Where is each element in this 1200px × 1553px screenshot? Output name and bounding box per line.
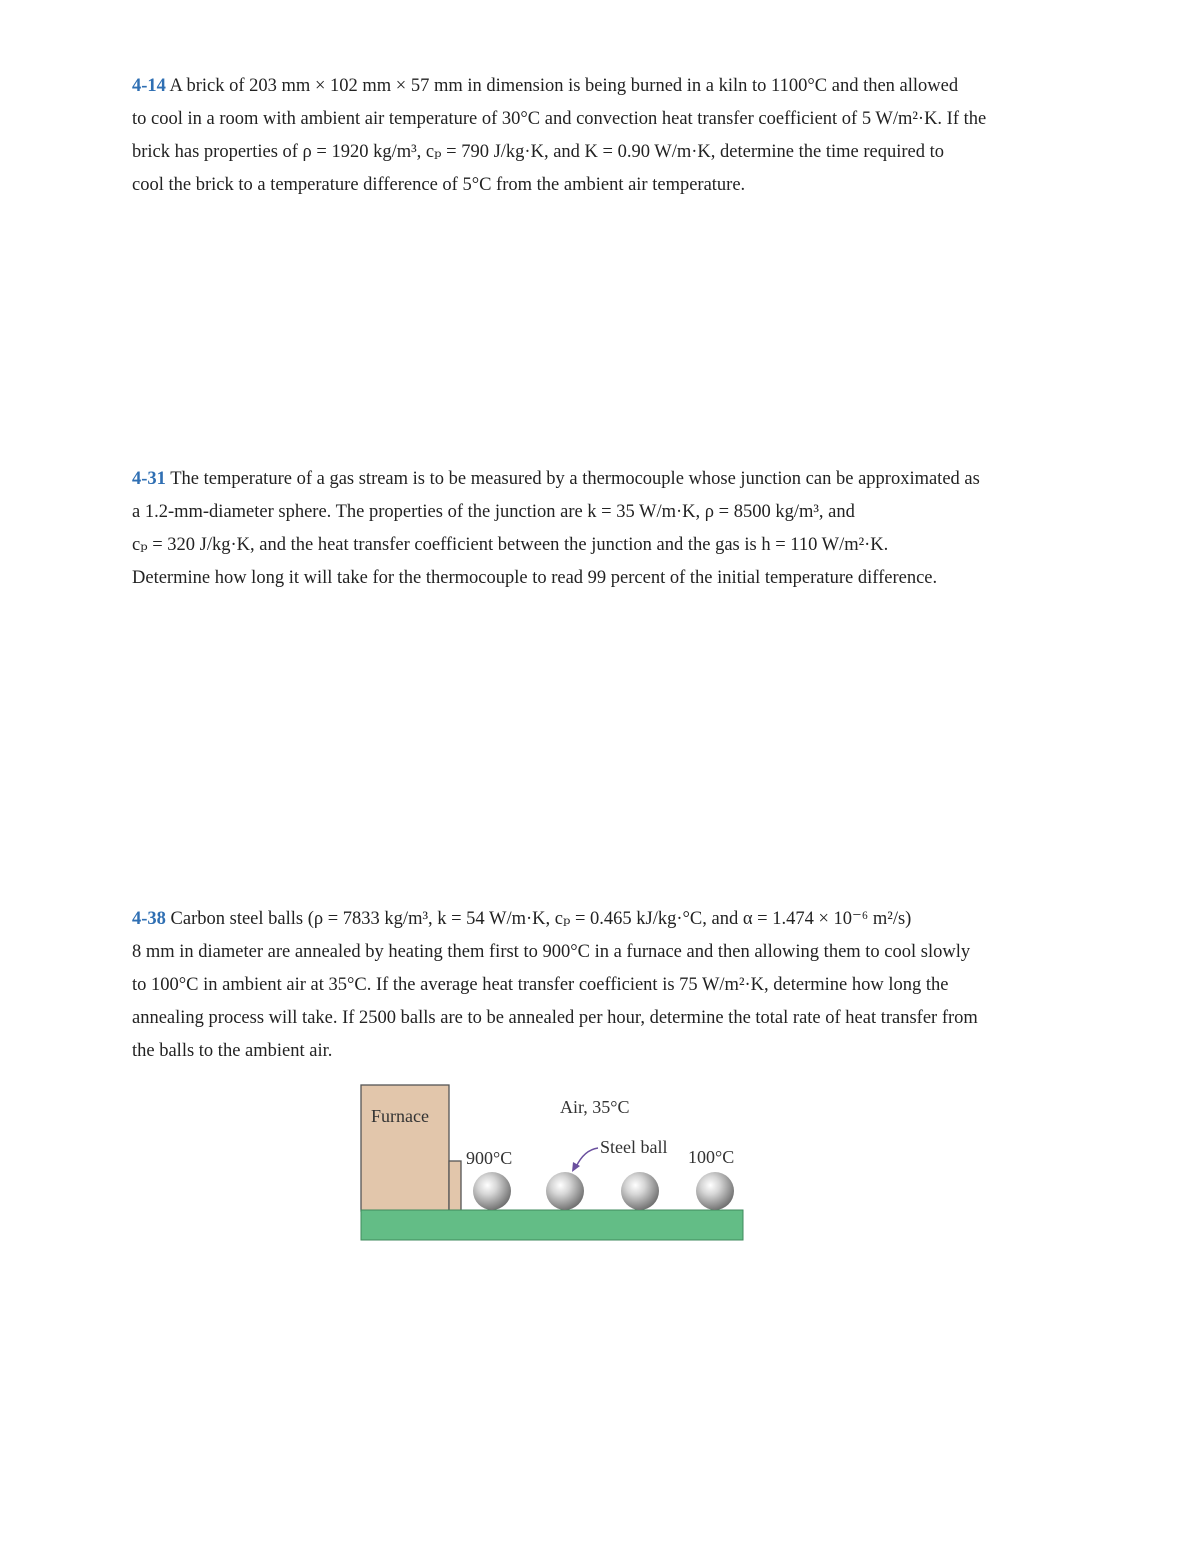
furnace-label: Furnace [371,1106,429,1126]
steel-ball [473,1172,511,1210]
problem-line: brick has properties of ρ = 1920 kg/m³, cₚ = 790 J/kg·K, and K = 0.90 W/m·K, determine the time required to [132,142,944,162]
problem-line: cₚ = 320 J/kg·K, and the heat transfer coefficient between the junction and the gas is h = 110 W/m²·K. [132,535,889,555]
problem-4-31 [132,463,1082,595]
problem-line: Determine how long it will take for the thermocouple to read 99 percent of the initial temperature difference. [132,568,938,588]
arrowhead-icon [572,1162,580,1172]
problem-line: 8 mm in diameter are annealed by heating them first to 900°C in a furnace and then allowing them to cool slowly [132,942,971,962]
problem-number: 4-38 [132,909,166,929]
ground-conveyor [361,1210,743,1240]
air-label: Air, 35°C [560,1097,630,1117]
problem-line: to 100°C in ambient air at 35°C. If the average heat transfer coefficient is 75 W/m²·K, determine how long the [132,975,949,995]
steel-ball [546,1172,584,1210]
problem-line [132,463,1082,496]
problem-line: to cool in a room with ambient air temperature of 30°C and convection heat transfer coefficient of 5 W/m²·K. If the [132,109,987,129]
problem-line: cool the brick to a temperature difference of 5°C from the ambient air temperature. [132,175,746,195]
start-temp-label: 900°C [466,1148,513,1168]
problem-4-14 [132,70,1082,202]
steel-ball [621,1172,659,1210]
arrow-icon [576,1148,598,1167]
problem-text: Carbon steel balls (ρ = 7833 kg/m³, k = 54 W/m·K, cₚ = 0.465 kJ/kg·°C, and α = 1.474 × 10⁻⁶ m²/s) [170,909,912,929]
problem-number: 4-31 [132,469,166,489]
problem-line [132,70,1082,103]
problem-line [132,903,1082,936]
problem-text: A brick of 203 mm × 102 mm × 57 mm in dimension is being burned in a kiln to 1100°C and then allowed [169,76,959,96]
furnace [361,1085,449,1211]
end-temp-label: 100°C [688,1147,735,1167]
problem-4-38 [132,903,1082,1068]
problem-line: annealing process will take. If 2500 balls are to be annealed per hour, determine the total rate of heat transfer from [132,1008,978,1028]
steel-ball [696,1172,734,1210]
problem-line: the balls to the ambient air. [132,1041,333,1061]
problem-text: The temperature of a gas stream is to be measured by a thermocouple whose junction can be approximated as [170,469,980,489]
steel-ball-label: Steel ball [600,1137,668,1157]
problem-number: 4-14 [132,76,166,96]
furnace-exit [449,1161,461,1211]
problem-line: a 1.2-mm-diameter sphere. The properties of the junction are k = 35 W/m·K, ρ = 8500 kg/m³, and [132,502,855,522]
annealing-figure [360,1082,745,1244]
